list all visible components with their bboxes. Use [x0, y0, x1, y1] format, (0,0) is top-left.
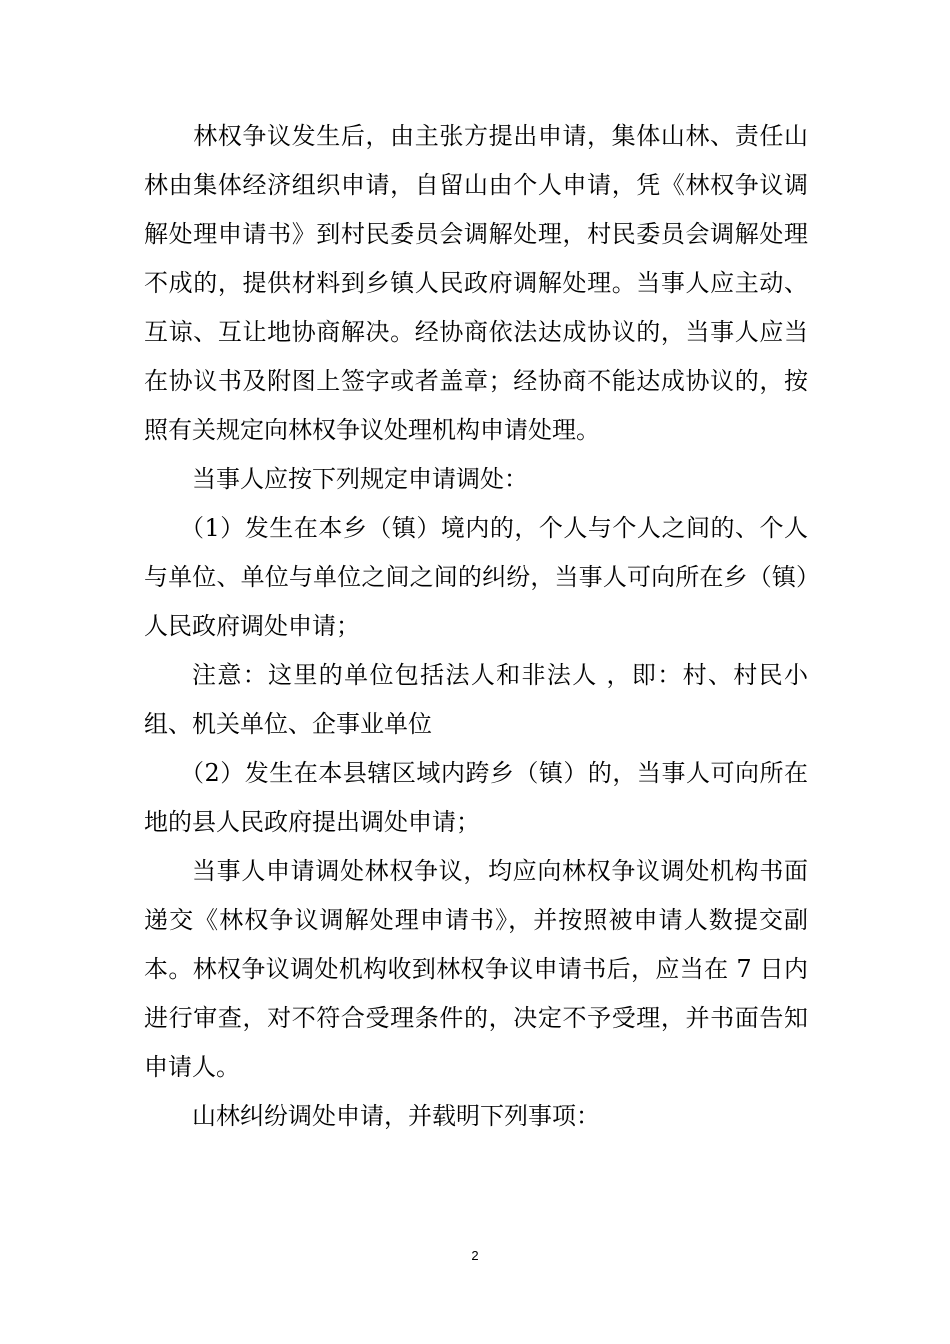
paragraph-application-rules: 当事人应按下列规定申请调处：	[192, 465, 528, 493]
paragraph-dispute-application: 林权争议发生后，由主张方提出申请，集体山林、责任山林由集体经济组织申请，自留山由个人申请，凭《林权争议调解处理申请书》到村民委员会调解处理，村民委员会调解处理不成的，提供材料到乡镇人民政府调解处理。当事人应主动、互谅、互让地协商解决。经协商依法达成协议的，当事人应当在协议书及附图上签字或者盖章；经协商不能达成协议的，按照有关规定向林权争议处理机构申请处理。	[144, 122, 808, 444]
paragraph-item-1: （1）发生在本乡（镇）境内的，个人与个人之间的、个人与单位、单位与单位之间之间的纠纷，当事人可向所在乡（镇）人民政府调处申请；	[144, 514, 808, 640]
paragraph-application-items: 山林纠纷调处申请，并载明下列事项：	[192, 1102, 600, 1130]
paragraph-submission: 当事人申请调处林权争议，均应向林权争议调处机构书面递交《林权争议调解处理申请书》，并按照被申请人数提交副本。林权争议调处机构收到林权争议申请书后，应当在 7 日内进行审查，对不符合受理条件的，决定不予受理，并书面告知申请人。	[144, 857, 808, 1081]
document-body	[144, 112, 808, 1141]
paragraph-note: 注意：这里的单位包括法人和非法人 ，即：村、村民小组、机关单位、企事业单位	[144, 661, 808, 738]
page-number: 2	[471, 1248, 479, 1263]
paragraph-item-2: （2）发生在本县辖区域内跨乡（镇）的，当事人可向所在地的县人民政府提出调处申请；	[144, 759, 808, 836]
